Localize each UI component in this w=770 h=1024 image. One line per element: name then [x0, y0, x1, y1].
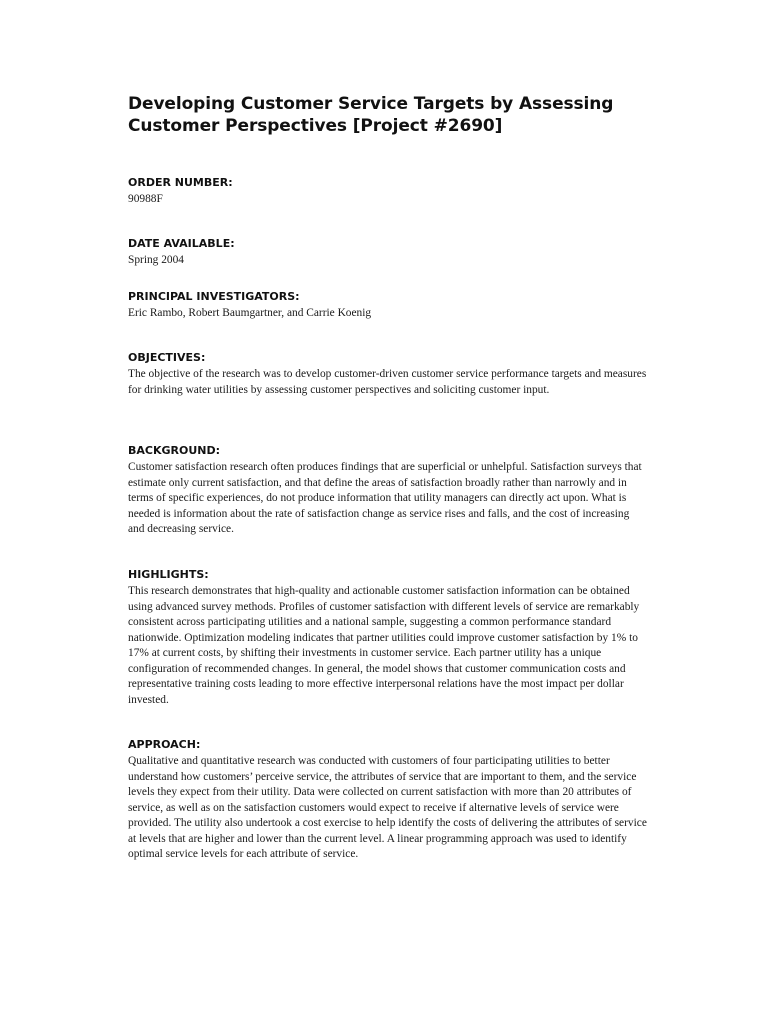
section-background	[128, 444, 648, 538]
objectives-text: The objective of the research was to develop customer-driven customer service performance targets and measures for drinking water utilities by assessing customer perspectives and soliciting customer input.	[128, 368, 647, 396]
background-text: Customer satisfaction research often produces findings that are superficial or unhelpful. Satisfaction surveys that estimate only current satisfaction, and that define the areas of satisfaction broadly rather than narrowly and in terms of specific experiences, do not produce information that utility managers can directly act upon. What is needed is information about the rate of satisfaction change as service rises and falls, and the cost of increasing and decreasing service.	[128, 461, 642, 535]
section-approach	[128, 738, 648, 863]
section-objectives	[128, 351, 648, 398]
approach-text: Qualitative and quantitative research was conducted with customers of four participating utilities to better understand how customers’ perceive service, the attributes of service that are important to them, and the service levels they expect from their utility. Data were collected on current satisfaction with more than 20 attributes of service, as well as on the satisfaction customers would expect to receive if alternative levels of service were provided. The utility also undertook a cost exercise to help identify the costs of delivering the attributes of service at levels that are higher and lower than the current level. A linear programming approach was used to identify optimal service levels for each attribute of service.	[128, 755, 647, 860]
date-available-heading: DATE AVAILABLE:	[128, 237, 235, 250]
highlights-text: This research demonstrates that high-quality and actionable customer satisfaction information can be obtained using advanced survey methods. Profiles of customer satisfaction with different levels of service are remarkably consistent across participating utilities and a national sample, suggesting a common performance standard nationwide. Optimization modeling indicates that partner utilities could improve customer satisfaction by 1% to 17% at current costs, by shifting their investments in customer service. Each partner utility has a unique configuration of recommended changes. In general, the model shows that customer communication costs and representative training costs leading to more effective interpersonal relations have the most impact per dollar invested.	[128, 585, 640, 706]
date-available-value: Spring 2004	[128, 254, 185, 266]
section-highlights	[128, 568, 648, 708]
objectives-heading: OBJECTIVES:	[128, 351, 206, 364]
document-title: Developing Customer Service Targets by Assessing Customer Perspectives [Project #2690]	[128, 94, 614, 136]
section-principal-investigators	[128, 290, 648, 322]
approach-heading: APPROACH:	[128, 738, 201, 751]
principal-investigators-heading: PRINCIPAL INVESTIGATORS:	[128, 290, 300, 303]
principal-investigators-value: Eric Rambo, Robert Baumgartner, and Carrie Koenig	[128, 307, 372, 319]
section-order-number	[128, 176, 648, 208]
order-number-value: 90988F	[128, 193, 163, 205]
section-date-available	[128, 237, 648, 269]
order-number-heading: ORDER NUMBER:	[128, 176, 233, 189]
background-heading: BACKGROUND:	[128, 444, 221, 457]
highlights-heading: HIGHLIGHTS:	[128, 568, 209, 581]
